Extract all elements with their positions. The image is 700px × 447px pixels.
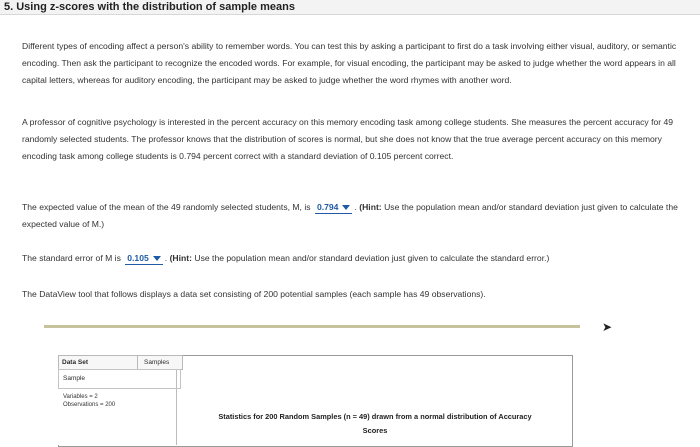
dataset-meta	[63, 393, 115, 409]
section-divider	[44, 325, 580, 328]
standard-error-period: .	[164, 253, 168, 263]
samples-caption	[180, 410, 570, 438]
expected-value-prompt: The expected value of the mean of the 49 randomly selected students, M, is	[22, 202, 311, 212]
question-title: 5. Using z-scores with the distribution of sample means	[4, 1, 295, 13]
hint-label: (Hint:	[359, 202, 382, 212]
caption-line-2: Scores	[362, 426, 388, 435]
chevron-down-icon	[153, 256, 161, 261]
intro-paragraph: Different types of encoding affect a person's ability to remember words. You can test this by asking a participant to first do a task involving either visual, auditory, or semantic encoding. Then ask the participant to recognize the encoded words. For example, for visual encoding, the participant may be asked to judge whether the word appears in all capital letters, whereas for auditory encoding, the participant may be asked to judge whether the word rhymes with another word.	[22, 41, 677, 85]
standard-error-dropdown[interactable]	[125, 252, 163, 265]
dataset-sample-item[interactable]: Sample	[58, 369, 181, 389]
dataview-intro: The DataView tool that follows displays a data set consisting of 200 potential samples (each sample has 49 observations).	[22, 289, 486, 299]
expected-value-dropdown[interactable]	[315, 201, 353, 214]
professor-paragraph: A professor of cognitive psychology is interested in the percent accuracy on this memory encoding task among college students. She measures the percent accuracy for 49 randomly selected students. The professor knows that the distribution of scores is normal, but she does not know that the true average percent accuracy on this memory encoding task among college students is 0.794 percent correct with a standard deviation of 0.105 percent correct.	[22, 117, 674, 161]
arrow-cursor-icon: ➤	[602, 320, 613, 334]
expected-value-hint: Use the population mean and/or standard deviation just given to calculate the expected value of M.)	[22, 202, 678, 229]
title-bar	[0, 0, 700, 15]
variables-count: Variables = 2	[63, 394, 98, 400]
tab-samples[interactable]: Samples	[137, 355, 183, 370]
hint-label: (Hint:	[169, 253, 192, 263]
standard-error-prompt: The standard error of M is	[22, 253, 121, 263]
expected-value-period: .	[354, 202, 357, 212]
expected-value-question	[22, 199, 682, 233]
standard-error-hint: Use the population mean and/or standard deviation just given to calculate the standard error.)	[194, 253, 550, 263]
caption-line-1: Statistics for 200 Random Samples (n = 49) drawn from a normal distribution of Accuracy	[218, 412, 532, 421]
chevron-down-icon	[342, 205, 350, 210]
tab-data-set[interactable]: Data Set	[58, 355, 141, 370]
expected-value-selected: 0.794	[316, 202, 339, 212]
standard-error-selected: 0.105	[127, 253, 149, 263]
observations-count: Observations = 200	[63, 402, 116, 408]
standard-error-question	[22, 250, 682, 267]
